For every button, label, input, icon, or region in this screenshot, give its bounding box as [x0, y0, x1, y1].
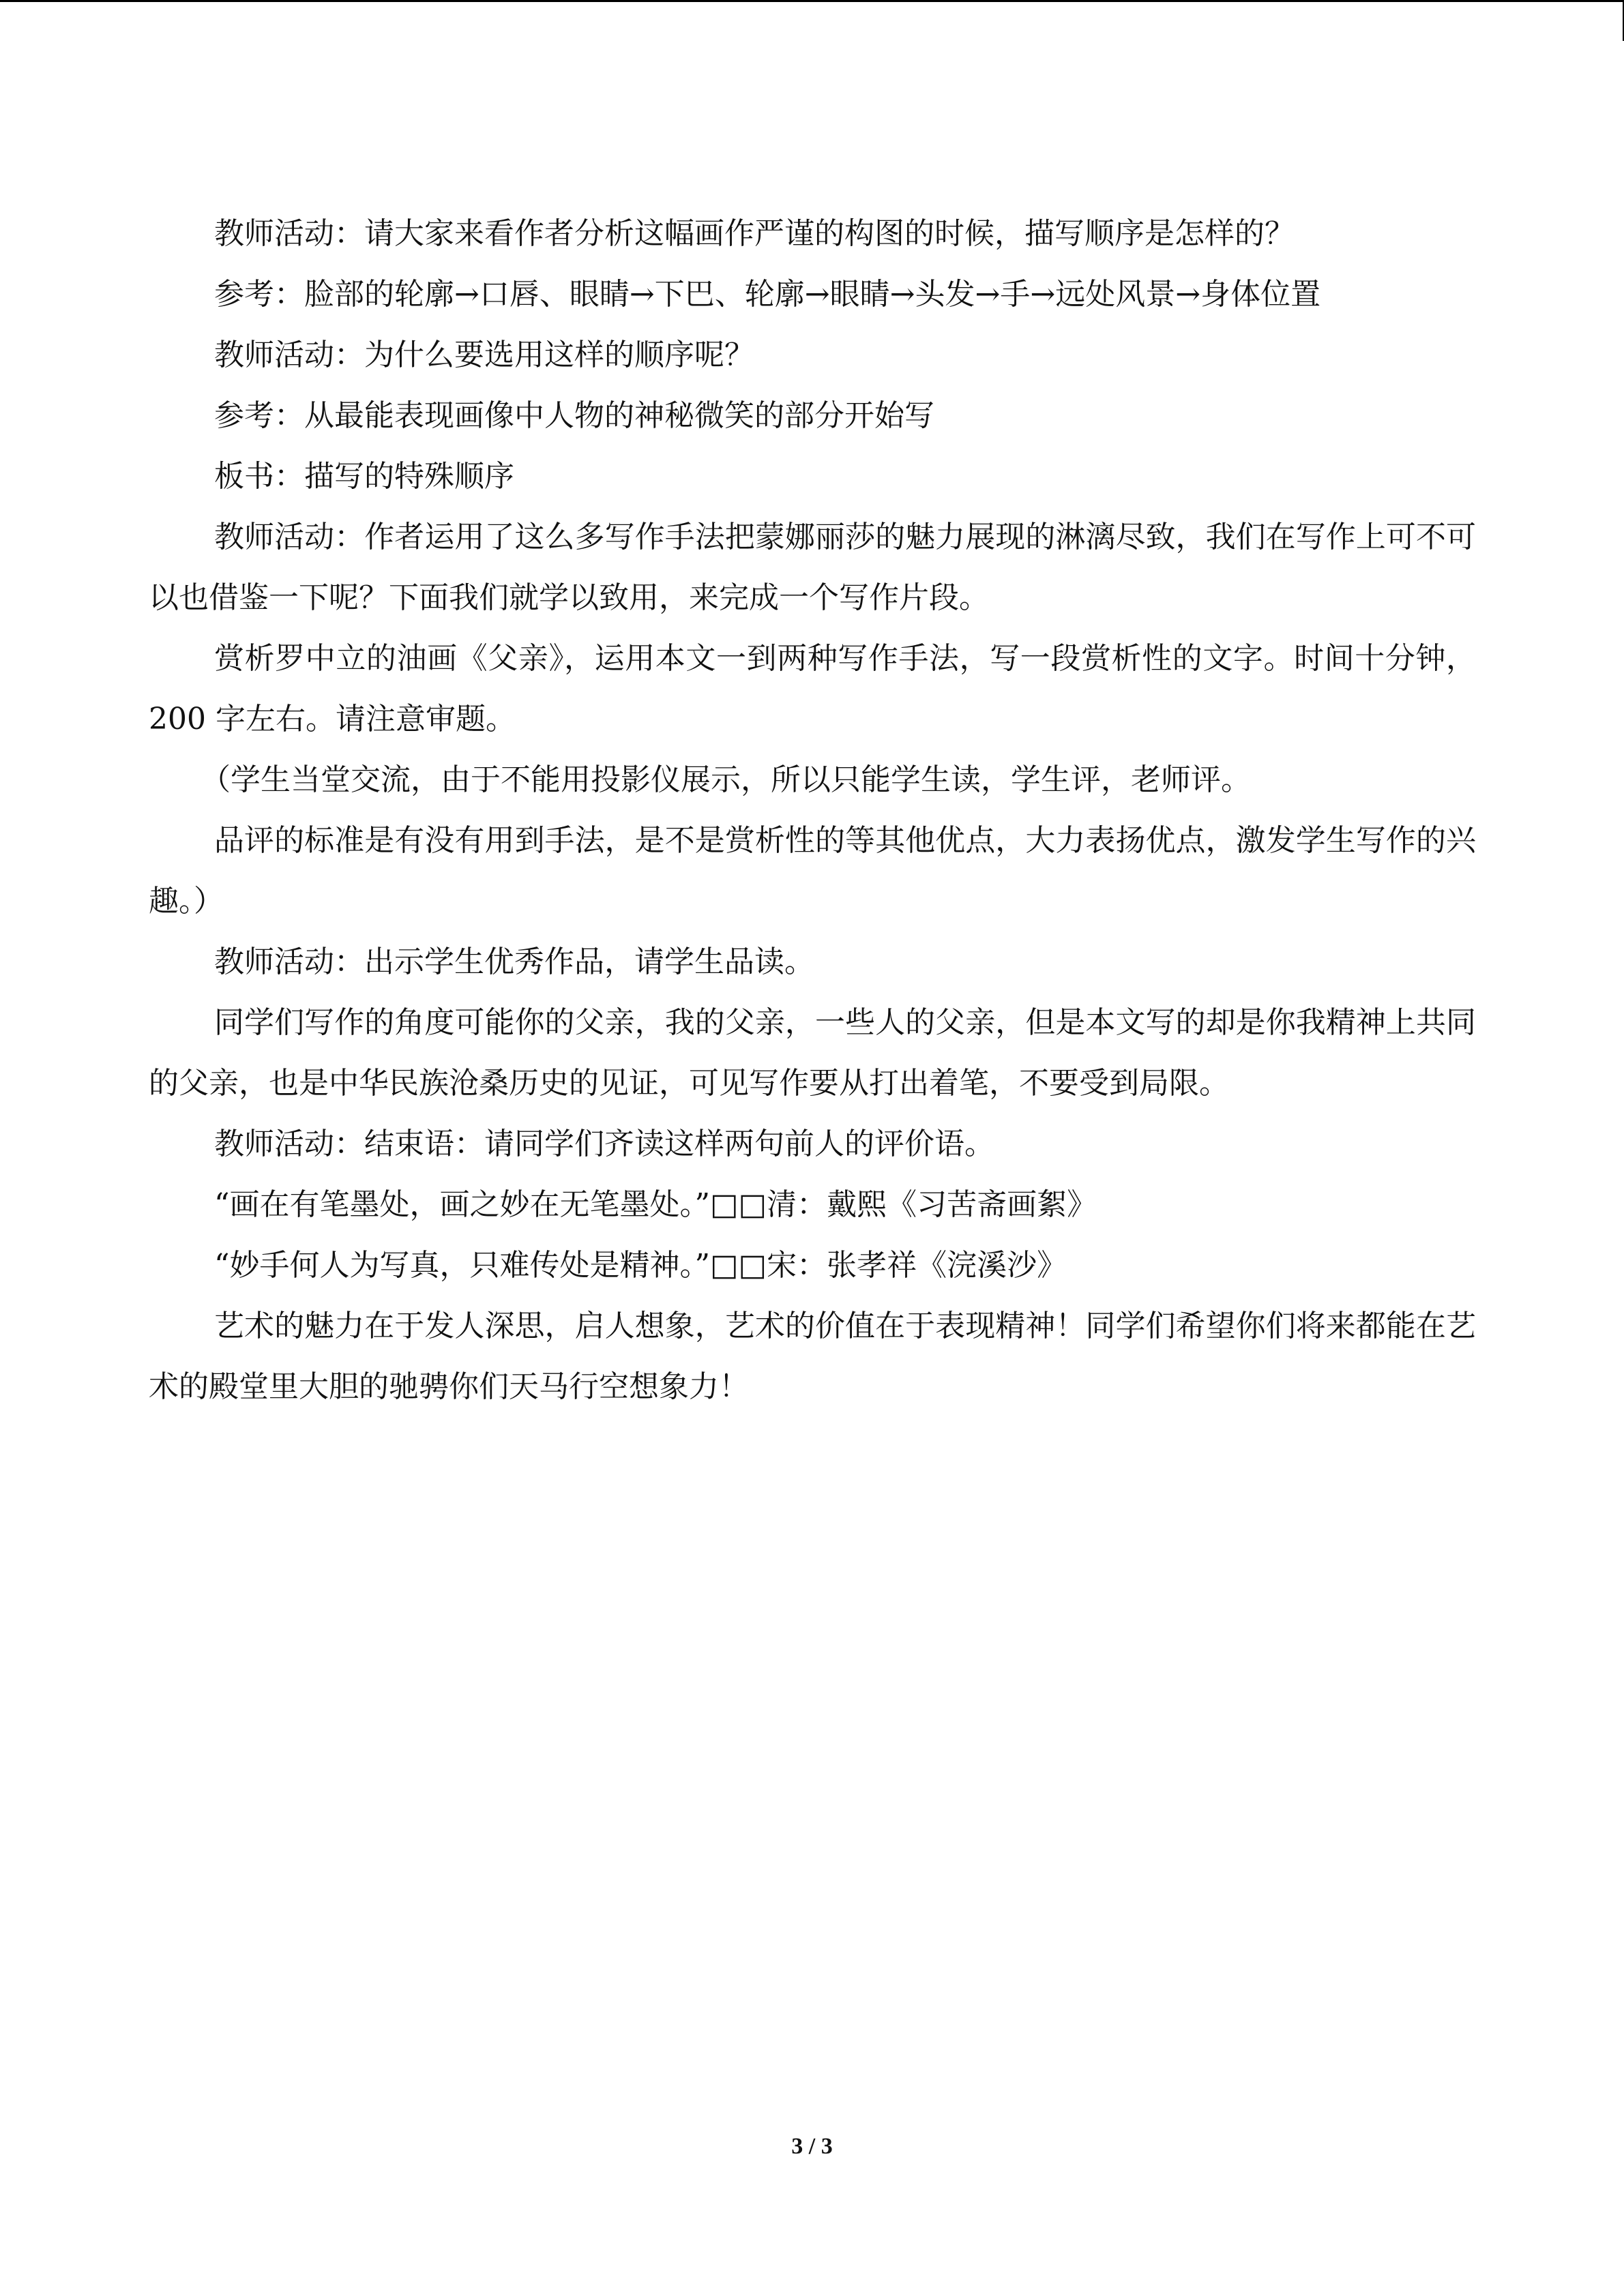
document-body [149, 203, 1476, 1417]
page-number: 3 / 3 [791, 2134, 833, 2159]
paragraph-evaluation-standard: 品评的标准是有没有用到手法，是不是赏析性的等其他优点，大力表扬优点，激发学生写作的兴趣。） [149, 823, 1476, 919]
paragraph-teacher-closing: 教师活动：结束语：请同学们齐读这样两句前人的评价语。 [214, 1127, 994, 1161]
paragraph-teacher-show-works: 教师活动：出示学生优秀作品，请学生品读。 [214, 944, 814, 979]
paragraph-reference-order: 参考：脸部的轮廓→口唇、眼睛→下巴、轮廓→眼睛→头发→手→远处风景→身体位置 [214, 277, 1321, 312]
paragraph-writing-task: 赏析罗中立的油画《父亲》，运用本文一到两种写作手法，写一段赏析性的文字。时间十分钟，200 字左右。请注意审题。 [149, 641, 1476, 736]
top-border-line [0, 0, 1624, 2]
paragraph-teacher-writing-task-intro: 教师活动：作者运用了这么多写作手法把蒙娜丽莎的魅力展现的淋漓尽致，我们在写作上可不可以也借鉴一下呢？下面我们就学以致用，来完成一个写作片段。 [149, 520, 1476, 615]
paragraph-teacher-question-why: 教师活动：为什么要选用这样的顺序呢？ [214, 338, 754, 372]
paragraph-art-conclusion: 艺术的魅力在于发人深思，启人想象，艺术的价值在于表现精神！同学们希望你们将来都能在艺术的殿堂里大胆的驰骋你们天马行空想象力！ [149, 1309, 1476, 1404]
paragraph-reference-why: 参考：从最能表现画像中人物的神秘微笑的部分开始写 [214, 398, 934, 433]
paragraph-blackboard: 板书：描写的特殊顺序 [214, 459, 514, 494]
paragraph-teacher-question-order: 教师活动：请大家来看作者分析这幅画作严谨的构图的时候，描写顺序是怎样的？ [214, 216, 1295, 251]
paragraph-quote-zhangxiaoxiang: “妙手何人为写真，只难传处是精神。”□□宋：张孝祥《浣溪沙》 [214, 1248, 1067, 1283]
paragraph-writing-angle: 同学们写作的角度可能你的父亲，我的父亲，一些人的父亲，但是本文写的却是你我精神上共同的父亲，也是中华民族沧桑历史的见证，可见写作要从打出着笔，不要受到局限。 [149, 1005, 1476, 1101]
paragraph-student-exchange: （学生当堂交流，由于不能用投影仪展示，所以只能学生读，学生评，老师评。 [201, 762, 1251, 797]
paragraph-quote-daixi: “画在有笔墨处，画之妙在无笔墨处。”□□清：戴熙《习苦斋画絮》 [214, 1187, 1097, 1222]
